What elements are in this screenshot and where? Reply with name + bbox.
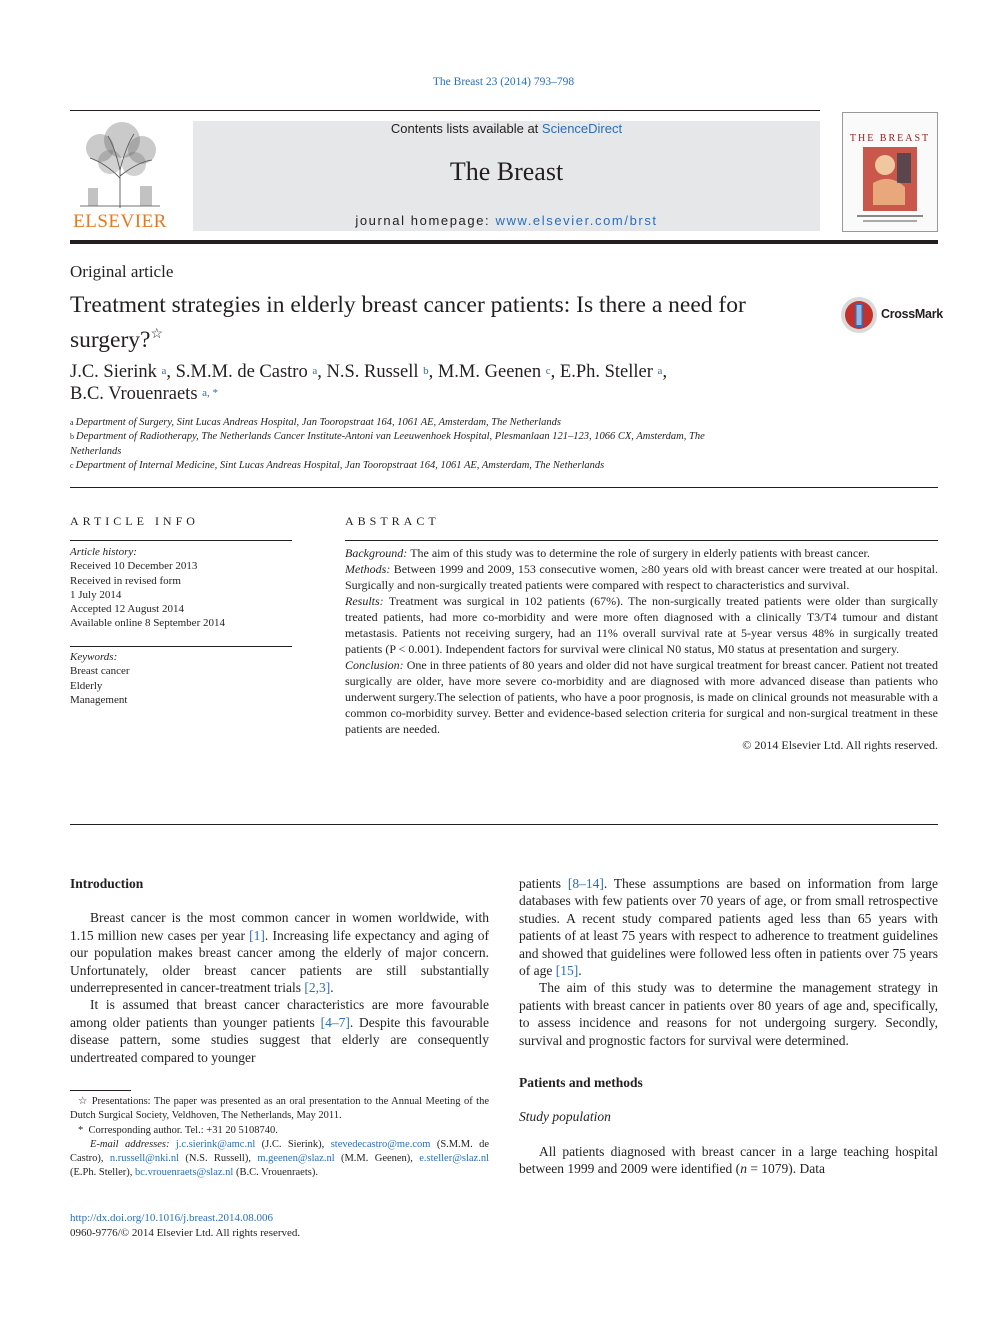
- study-paragraph-1: [519, 1143, 938, 1178]
- abstract-label: Conclusion:: [345, 658, 407, 672]
- homepage-link[interactable]: www.elsevier.com/brst: [495, 213, 658, 228]
- citation-link[interactable]: [2,3]: [304, 980, 331, 996]
- article-title: [70, 291, 830, 355]
- article-history: [70, 545, 292, 631]
- author-affiliation-mark[interactable]: c: [545, 365, 551, 377]
- homepage-prefix: journal homepage:: [355, 213, 496, 228]
- abstract-section: [345, 561, 938, 593]
- article-type: Original article: [70, 262, 174, 281]
- elsevier-wordmark: ELSEVIER: [73, 211, 167, 232]
- elsevier-logo[interactable]: [70, 118, 170, 233]
- email-link[interactable]: bc.vrouenraets@slaz.nl: [135, 1167, 234, 1179]
- abstract-section: [345, 593, 938, 657]
- math-var: n: [740, 1161, 747, 1177]
- keyword: Management: [70, 693, 128, 706]
- author-affiliation-mark[interactable]: b: [423, 365, 429, 377]
- author-affiliation-mark[interactable]: a, *: [202, 387, 219, 399]
- affiliation: [70, 430, 730, 459]
- history-entry: Available online 8 September 2014: [70, 617, 225, 630]
- header-rule: [70, 110, 820, 111]
- article-info-heading: ARTICLE INFO: [70, 514, 199, 528]
- abstract-text: One in three patients of 80 years and older did not have surgical treatment for breast cancer. Patient not treated surgically are older, have more severe co-morbidity and are diagnosed with more advanced disease than patients who underwent surgery.The selection of patients, who have a poor prognosis, is made on clinical grounds not measurable with a common co-morbidity survey. Better and evidence-based selection criteria for surgical and non-surgical treatment in these patients are needed.: [345, 658, 938, 736]
- history-label: Article history:: [70, 546, 137, 558]
- body-text: .: [330, 980, 334, 996]
- email-owner: (E.Ph. Steller): [70, 1167, 130, 1179]
- intro-paragraph-1: [70, 909, 489, 996]
- footnote-rule: [70, 1090, 131, 1091]
- issn-line: 0960-9776/© 2014 Elsevier Ltd. All rights reserved.: [70, 1227, 301, 1239]
- journal-homepage: [193, 213, 820, 228]
- footnotes: [70, 1095, 489, 1181]
- journal-citation[interactable]: The Breast 23 (2014) 793–798: [432, 76, 575, 88]
- presentation-footnote: [70, 1095, 489, 1124]
- doi-block: [70, 1211, 300, 1241]
- email-link[interactable]: m.geenen@slaz.nl: [257, 1153, 335, 1165]
- header-thick-rule: [70, 240, 938, 244]
- keywords-label: Keywords:: [70, 651, 118, 663]
- presentation-text: Presentations: The paper was presented as an oral presentation to the Annual Meeting of the Dutch Surgical Society, Veldhoven, The Netherlands, May 2011.: [70, 1096, 489, 1122]
- abstract-text: The aim of this study was to determine the role of surgery in elderly patients with breast cancer.: [410, 546, 870, 560]
- article-title-text: Treatment strategies in elderly breast cancer patients: Is there a need for surgery?: [70, 292, 746, 353]
- elsevier-tree-icon: [70, 118, 170, 210]
- author-name[interactable]: E.Ph. Steller: [559, 362, 653, 382]
- abstract-text: Treatment was surgical in 102 patients (67%). The non-surgically treated patients were older than surgically treated patients, had more co-morbidity and were more often diagnosed with a clinically T3/T4 tumour and distant metastasis. Patients not receiving surgery, had an 11% overall survival rate at 5-year versus 48% in surgically treated patients (P < 0.001). Independent factors for survival were clinical N0 status, M0 status at presentation and surgery.: [345, 594, 938, 656]
- author-name[interactable]: B.C. Vrouenraets: [70, 384, 198, 404]
- affiliation: [70, 416, 730, 430]
- email-addresses: E-mail addresses: j.c.sierink@amc.nl (J.C. Sierink), stevedecastro@me.com (S.M.M. de Castro), n.russell@nki.nl (N.S. Russell), m.geenen@slaz.nl (M.M. Geenen), e.steller@slaz.nl (E.Ph. Steller), bc.vrouenraets@slaz.nl (B.C. Vrouenraets).: [70, 1138, 490, 1179]
- citation-link[interactable]: [1]: [249, 927, 265, 943]
- author-name[interactable]: S.M.M. de Castro: [175, 362, 308, 382]
- abstract-section: [345, 657, 938, 737]
- email-owner: (S.M.M. de Castro): [70, 1138, 490, 1165]
- email-owner: (J.C. Sierink): [261, 1138, 322, 1150]
- affiliation-text: Department of Radiotherapy, The Netherlands Cancer Institute-Antoni van Leeuwenhoek Hospital, Plesmanlaan 121–123, 1066 CX, Amsterdam, The Netherlands: [70, 431, 705, 457]
- copyright-line: © 2014 Elsevier Ltd. All rights reserved.: [742, 738, 938, 752]
- email-owner: (N.S. Russell): [185, 1153, 249, 1165]
- sciencedirect-link[interactable]: ScienceDirect: [541, 121, 623, 136]
- body-text: . Despite this favourable disease pattern, some studies suggest that elderly are consequently undertreated compared to younger: [70, 1014, 489, 1065]
- abstract-section: [345, 545, 938, 561]
- abstract-label: Methods:: [345, 562, 394, 576]
- history-items: [70, 559, 292, 630]
- author-affiliation-mark[interactable]: a: [657, 365, 663, 377]
- email-link[interactable]: n.russell@nki.nl: [109, 1153, 180, 1165]
- abstract-text: Between 1999 and 2009, 153 consecutive women, ≥80 years old with breast cancer were treated at our hospital. Surgically and non-surgically treated patients were compared with respect to characteristics and survival.: [345, 562, 938, 592]
- email-label: E-mail addresses:: [90, 1138, 170, 1150]
- section-rule: [70, 487, 938, 488]
- email-link[interactable]: stevedecastro@me.com: [330, 1138, 431, 1150]
- author-name[interactable]: J.C. Sierink: [70, 362, 157, 382]
- abstract-label: Background:: [345, 546, 411, 560]
- history-entry: 1 July 2014: [70, 588, 122, 601]
- author-list: J.C. Sierink $^a$, S.M.M. de Castro $^a$, N.S. Russell $^b$, M.M. Geenen $^c$, E.Ph. Steller $^a$, B.C. Vrouenraets $^{a, *}$: [70, 362, 668, 404]
- intro-paragraph-3: The aim of this study was to determine the management strategy in patients with breast cancer in patients over 80 years of age and, specifically, to assess incidence and reasons for not undergoing surgery. Secondly, survival and prognostic factors for survival were determined.: [519, 980, 938, 1048]
- affiliation-text: Department of Surgery, Sint Lucas Andreas Hospital, Jan Tooropstraat 164, 1061 AE, Amsterdam, The Netherlands: [75, 417, 562, 428]
- star-icon: ☆: [78, 1096, 92, 1107]
- email-owner: (M.M. Geenen): [340, 1153, 411, 1165]
- citation-link[interactable]: [15]: [555, 963, 579, 979]
- contents-prefix: Contents lists available at: [390, 121, 542, 136]
- history-entry: Accepted 12 August 2014: [70, 603, 184, 616]
- affiliation-key: a: [70, 418, 76, 427]
- article-info-rule: [70, 540, 292, 541]
- citation-link[interactable]: [8–14]: [567, 876, 604, 891]
- body-text: All patients diagnosed with breast cancer in a large teaching hospital between 1999 and 2009 were identified (: [519, 1143, 938, 1177]
- keywords-rule: [70, 646, 292, 647]
- abstract-bottom-rule: [70, 824, 938, 825]
- crossmark-badge[interactable]: [840, 296, 943, 334]
- body-text: .: [578, 963, 582, 979]
- affiliation-key: c: [70, 460, 76, 470]
- author-name[interactable]: M.M. Geenen: [437, 362, 542, 382]
- body-text: It is assumed that breast cancer characteristics are more favourable among older patients than younger patients: [70, 997, 489, 1030]
- citation-link[interactable]: [4–7]: [320, 1014, 350, 1030]
- corresponding-footnote: [70, 1124, 489, 1138]
- author-name[interactable]: N.S. Russell: [326, 362, 419, 382]
- intro-paragraph-2-continued: [519, 875, 938, 979]
- affiliation: [70, 459, 730, 473]
- author-affiliation-mark[interactable]: a: [161, 365, 167, 377]
- body-text: Breast cancer is the most common cancer in women worldwide, with 1.15 million new cases per year: [70, 910, 489, 943]
- email-link[interactable]: j.c.sierink@amc.nl: [175, 1138, 256, 1150]
- history-entry: Received in revised form: [70, 574, 181, 587]
- keyword-items: [70, 664, 292, 707]
- abstract-label: Results:: [345, 594, 389, 608]
- study-population-heading: Study population: [519, 1109, 611, 1125]
- keywords-block: [70, 650, 292, 707]
- history-entry: Received 10 December 2013: [70, 560, 198, 573]
- affiliation-key: b: [70, 432, 76, 442]
- keyword: Elderly: [70, 679, 103, 692]
- abstract-sections: [345, 545, 938, 737]
- affiliation-list: [70, 416, 730, 473]
- keyword: Breast cancer: [70, 665, 130, 678]
- crossmark-icon: [840, 296, 878, 334]
- journal-cover-thumbnail[interactable]: [842, 112, 938, 232]
- body-text: . These assumptions are based on information from large databases with few patients over 70 years of age, or from small retrospective studies. A recent study compared patients aged less than 65 years with patients of at least 75 years with respect to adherence to treatment guidelines and showed that guidelines were followed less often in patients over 75 years of age: [519, 876, 938, 979]
- body-right-column: [519, 875, 938, 1178]
- affiliation-text: Department of Internal Medicine, Sint Lucas Andreas Hospital, Jan Tooropstraat 164, 1061 AE, Amsterdam, The Netherlands: [75, 459, 605, 471]
- body-left-column: [70, 875, 489, 1066]
- doi-link[interactable]: http://dx.doi.org/10.1016/j.breast.2014.08.006: [70, 1212, 273, 1224]
- introduction-heading: Introduction: [70, 876, 144, 891]
- methods-heading: Patients and methods: [519, 1075, 643, 1091]
- title-footnote-star-icon[interactable]: ☆: [150, 327, 164, 342]
- corresponding-text: Corresponding author. Tel.: +31 20 5108740.: [88, 1124, 278, 1136]
- email-owner: (B.C. Vrouenraets).: [235, 1167, 318, 1179]
- author-affiliation-mark[interactable]: a: [312, 365, 318, 377]
- abstract-heading: ABSTRACT: [345, 514, 440, 528]
- cover-title: THE BREAST: [849, 133, 931, 144]
- body-text: patients: [519, 876, 568, 891]
- body-text: . Increasing life expectancy and aging of our population makes breast cancer among the elderly of major concern. Unfortunately, older breast cancer patients are still substantially underrepresented in cancer-treatment trials: [70, 927, 489, 996]
- crossmark-label: CrossMark: [881, 307, 943, 321]
- journal-title: The Breast: [449, 157, 564, 186]
- asterisk-icon: *: [78, 1124, 89, 1136]
- abstract-body: [345, 545, 938, 753]
- abstract-rule: [345, 540, 938, 541]
- body-text: = 1079). Data: [746, 1161, 826, 1177]
- intro-paragraph-2: [70, 996, 489, 1066]
- cover-painting-icon: [843, 113, 937, 231]
- email-link[interactable]: e.steller@slaz.nl: [419, 1153, 489, 1165]
- contents-availability: [193, 121, 820, 136]
